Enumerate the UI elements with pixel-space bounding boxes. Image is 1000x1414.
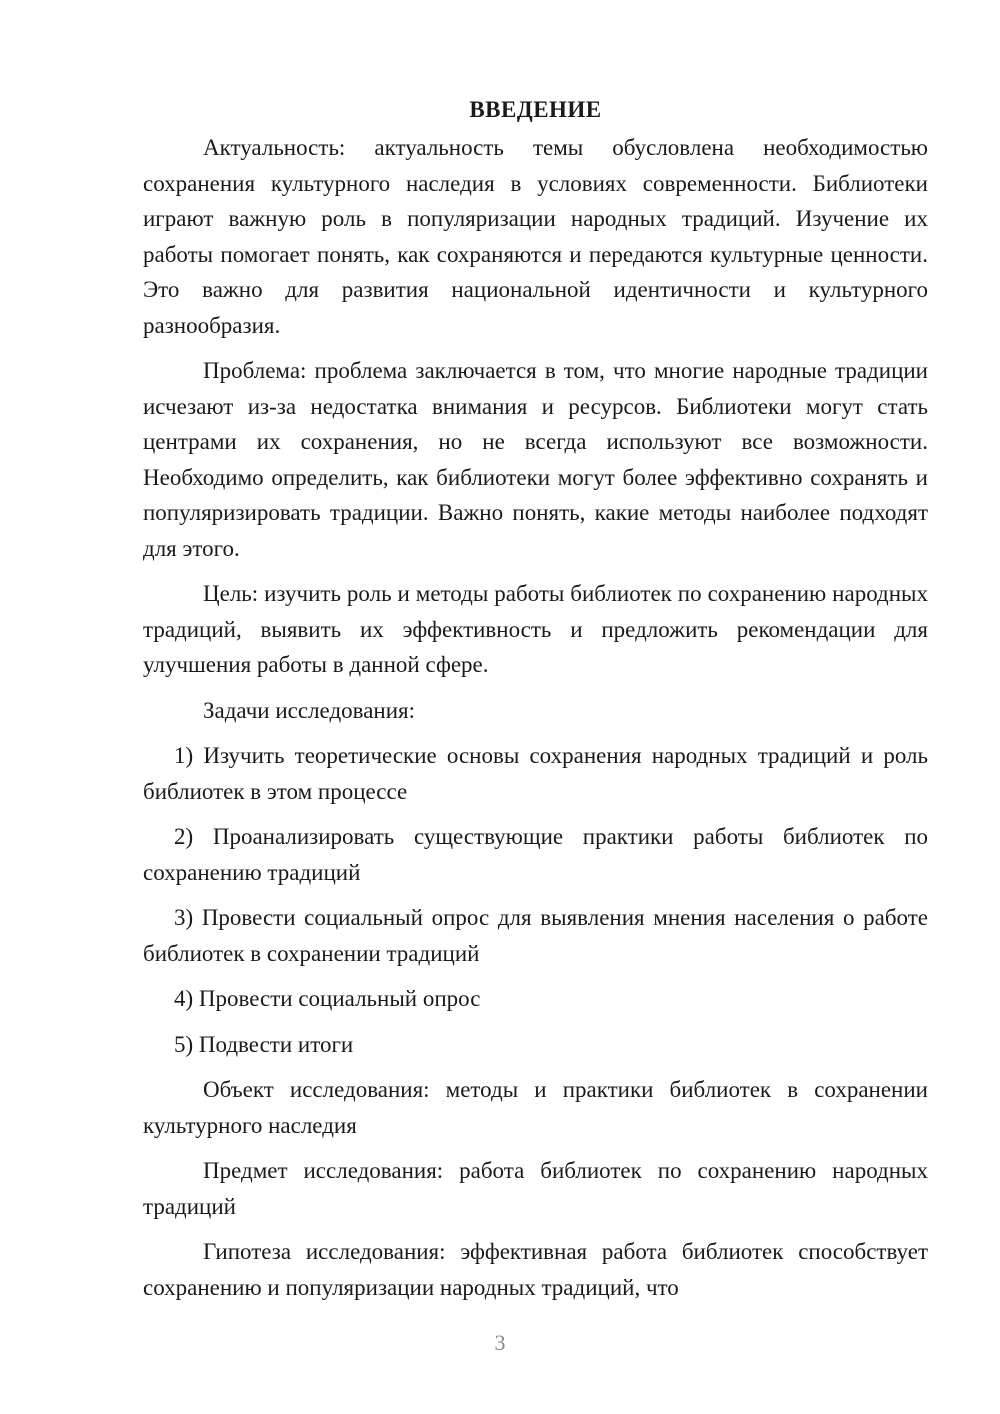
object-paragraph: Объект исследования: методы и практики библиотек в сохранении культурного наследия (143, 1077, 928, 1138)
relevance-paragraph: Актуальность: актуальность темы обусловлена необходимостью сохранения культурного наследия в условиях современности. Библиотеки играют важную роль в популяризации народных традиций. Изучение их работы помогает понять, как сохраняются и передаются культурные ценности. Это важно для развития национальной идентичности и культурного разнообразия. (143, 135, 928, 338)
task-item-5: 5) Подвести итоги (174, 1031, 354, 1057)
page-title: ВВЕДЕНИЕ (469, 97, 602, 122)
hypothesis-paragraph: Гипотеза исследования: эффективная работа библиотек способствует сохранению и популяризации народных традиций, что (143, 1239, 928, 1300)
goal-paragraph: Цель: изучить роль и методы работы библиотек по сохранению народных традиций, выявить их эффективность и предложить рекомендации для улучшения работы в данной сфере. (143, 581, 928, 677)
task-item-1: 1) Изучить теоретические основы сохранения народных традиций и роль библиотек в этом процессе (143, 743, 928, 804)
task-item-3: 3) Провести социальный опрос для выявления мнения населения о работе библиотек в сохранении традиций (143, 905, 928, 966)
tasks-intro: Задачи исследования: (203, 697, 416, 723)
page-number: 3 (494, 1330, 506, 1355)
subject-paragraph: Предмет исследования: работа библиотек по сохранению народных традиций (143, 1158, 928, 1219)
document-page (143, 92, 928, 1315)
problem-paragraph: Проблема: проблема заключается в том, что многие народные традиции исчезают из-за недостатка внимания и ресурсов. Библиотеки могут стать центрами их сохранения, но не всегда используют все возможности. Необходимо определить, как библиотеки могут более эффективно сохранять и популяризировать традиции. Важно понять, какие методы наиболее подходят для этого. (143, 358, 928, 561)
task-item-2: 2) Проанализировать существующие практики работы библиотек по сохранению традиций (143, 824, 928, 885)
task-item-4: 4) Провести социальный опрос (174, 986, 481, 1011)
